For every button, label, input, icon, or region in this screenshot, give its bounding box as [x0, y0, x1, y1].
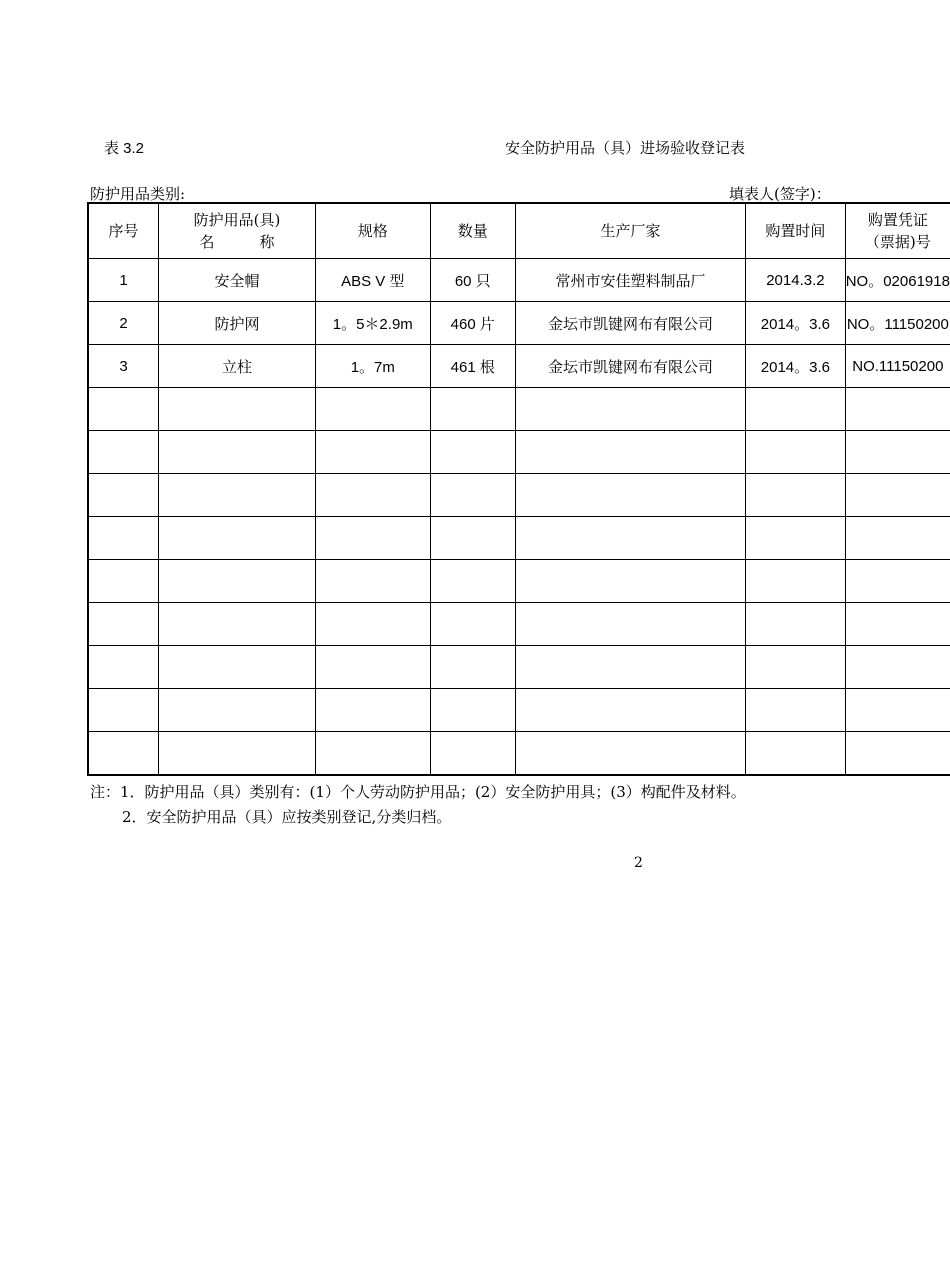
cell-spec: [316, 603, 431, 646]
cell-index: 1: [88, 259, 158, 302]
cell-purchase-date: 2014.3.2: [746, 259, 846, 302]
col-header-voucher-no: 购置凭证 （票据)号: [845, 203, 950, 259]
col-header-quantity: 数量: [430, 203, 515, 259]
cell-manufacturer: 常州市安佳塑料制品厂: [515, 259, 745, 302]
cell-purchase-date: [746, 689, 846, 732]
cell-spec: [316, 560, 431, 603]
cell-index: [88, 603, 158, 646]
cell-quantity: [430, 732, 515, 776]
table-header-row: [88, 203, 950, 259]
cell-index: 2: [88, 302, 158, 345]
note-line-2: 2．安全防护用品（具）应按类别登记,分类归档。: [122, 808, 452, 826]
table-row: [88, 560, 950, 603]
col-header-index: 序号: [88, 203, 158, 259]
col-header-spec: 规格: [316, 203, 431, 259]
table-row: [88, 517, 950, 560]
cell-manufacturer: [515, 603, 745, 646]
cell-manufacturer: [515, 388, 745, 431]
cell-item-name: [158, 560, 315, 603]
table-row: [88, 732, 950, 776]
page-number: 2: [634, 855, 643, 871]
cell-voucher-no: NO。02061918: [845, 259, 950, 302]
table-row: [88, 431, 950, 474]
cell-item-name: [158, 646, 315, 689]
cell-index: [88, 560, 158, 603]
cell-item-name: [158, 517, 315, 560]
note-line-1: 注：1．防护用品（具）类别有：(1）个人劳动防护用品；(2）安全防护用具；(3）构配件及材料。: [90, 783, 746, 801]
table-row: [88, 603, 950, 646]
cell-index: [88, 431, 158, 474]
cell-item-name: [158, 388, 315, 431]
table-row: [88, 474, 950, 517]
table-row: [88, 388, 950, 431]
cell-purchase-date: [746, 732, 846, 776]
cell-manufacturer: [515, 474, 745, 517]
cell-spec: 1。7m: [316, 345, 431, 388]
col-header-manufacturer: 生产厂家: [515, 203, 745, 259]
cell-item-name: [158, 603, 315, 646]
page-title: 安全防护用品（具）进场验收登记表: [505, 139, 746, 157]
cell-index: [88, 646, 158, 689]
cell-spec: 1。5＊2.9m: [316, 302, 431, 345]
cell-manufacturer: [515, 560, 745, 603]
cell-manufacturer: 金坛市凯键网布有限公司: [515, 345, 745, 388]
cell-spec: [316, 732, 431, 776]
cell-spec: [316, 689, 431, 732]
cell-manufacturer: [515, 646, 745, 689]
cell-purchase-date: [746, 388, 846, 431]
cell-spec: [316, 517, 431, 560]
cell-index: [88, 388, 158, 431]
cell-voucher-no: [845, 732, 950, 776]
cell-item-name: [158, 474, 315, 517]
cell-purchase-date: [746, 474, 846, 517]
cell-spec: [316, 474, 431, 517]
cell-item-name: 安全帽: [158, 259, 315, 302]
cell-manufacturer: [515, 732, 745, 776]
cell-item-name: 立柱: [158, 345, 315, 388]
cell-manufacturer: [515, 689, 745, 732]
cell-quantity: [430, 560, 515, 603]
cell-item-name: [158, 732, 315, 776]
cell-quantity: [430, 517, 515, 560]
cell-item-name: [158, 689, 315, 732]
cell-quantity: 460 片: [430, 302, 515, 345]
cell-manufacturer: 金坛市凯键网布有限公司: [515, 302, 745, 345]
cell-voucher-no: [845, 517, 950, 560]
cell-spec: [316, 388, 431, 431]
cell-purchase-date: [746, 646, 846, 689]
cell-quantity: [430, 646, 515, 689]
table-row: [88, 689, 950, 732]
cell-spec: [316, 431, 431, 474]
cell-manufacturer: [515, 431, 745, 474]
cell-purchase-date: [746, 603, 846, 646]
table-row: [88, 259, 950, 302]
cell-quantity: 60 只: [430, 259, 515, 302]
cell-voucher-no: [845, 560, 950, 603]
col-header-item-name: 防护用品(具) 名 称: [158, 203, 315, 259]
cell-purchase-date: [746, 431, 846, 474]
cell-voucher-no: [845, 474, 950, 517]
cell-index: [88, 732, 158, 776]
cell-quantity: [430, 474, 515, 517]
table-body: [88, 259, 950, 776]
cell-voucher-no: [845, 431, 950, 474]
cell-quantity: [430, 388, 515, 431]
table-row: [88, 302, 950, 345]
cell-item-name: [158, 431, 315, 474]
cell-spec: [316, 646, 431, 689]
cell-purchase-date: 2014。3.6: [746, 302, 846, 345]
cell-quantity: [430, 603, 515, 646]
cell-voucher-no: [845, 646, 950, 689]
cell-index: [88, 517, 158, 560]
cell-quantity: [430, 689, 515, 732]
cell-voucher-no: [845, 603, 950, 646]
cell-manufacturer: [515, 517, 745, 560]
cell-purchase-date: [746, 517, 846, 560]
cell-quantity: [430, 431, 515, 474]
cell-item-name: 防护网: [158, 302, 315, 345]
cell-spec: ABS V 型: [316, 259, 431, 302]
registration-table: [87, 202, 950, 776]
category-label: 防护用品类别:: [90, 185, 186, 203]
cell-purchase-date: [746, 560, 846, 603]
table-row: [88, 345, 950, 388]
cell-voucher-no: [845, 689, 950, 732]
cell-voucher-no: [845, 388, 950, 431]
table-label: 表 3.2: [104, 140, 145, 157]
cell-purchase-date: 2014。3.6: [746, 345, 846, 388]
cell-index: [88, 689, 158, 732]
cell-index: [88, 474, 158, 517]
cell-voucher-no: NO.11150200: [845, 345, 950, 388]
filler-signature-label: 填表人(签字)：: [729, 185, 831, 203]
col-header-purchase-date: 购置时间: [746, 203, 846, 259]
cell-quantity: 461 根: [430, 345, 515, 388]
cell-index: 3: [88, 345, 158, 388]
table-row: [88, 646, 950, 689]
cell-voucher-no: NO。11150200: [845, 302, 950, 345]
